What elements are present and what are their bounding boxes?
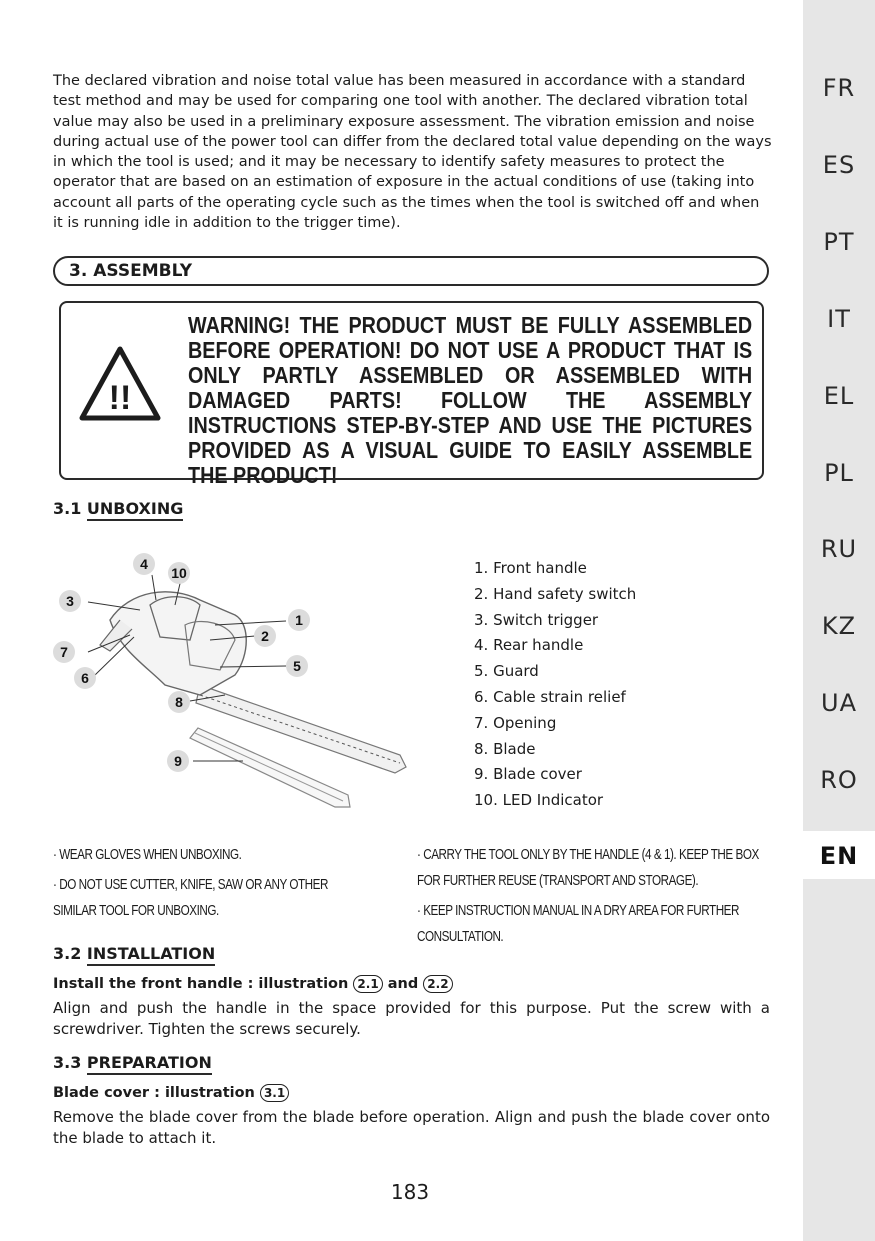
callout-7: 7	[60, 644, 68, 660]
lang-tab-en[interactable]: EN	[819, 842, 859, 870]
unboxing-title: UNBOXING	[87, 499, 183, 521]
warning-text: WARNING! THE PRODUCT MUST BE FULLY ASSEMBLED BEFORE OPERATION! DO NOT USE A PRODUCT THAT IS ONLY PARTLY ASSEMBLED OR ASSEMBLED WITH DAMAGED PARTS! FOLLOW THE ASSEMBLY INSTRUCTIONS STEP-BY-STEP AND USE THE PICTURES PROVIDED AS A VISUAL GUIDE TO EASILY ASSEMBLE THE PRODUCT!	[188, 312, 753, 488]
callout-2: 2	[261, 628, 269, 644]
callout-3: 3	[66, 593, 74, 609]
callout-10: 10	[171, 565, 187, 581]
installation-title: INSTALLATION	[87, 944, 215, 966]
unboxing-notes-left	[53, 842, 373, 928]
callout-9: 9	[174, 753, 182, 769]
installation-paragraph: Align and push the handle in the space provided for this purpose. Put the screw with a screwdriver. Tighten the screws securely.	[53, 999, 770, 1038]
unboxing-heading	[53, 499, 183, 518]
lang-tab-ua[interactable]: UA	[821, 689, 857, 717]
vibration-intro-paragraph: The declared vibration and noise total value has been measured in accordance with a standard test method and may be used for comparing one tool with another. The declared vibration total value may also be used in a preliminary exposure assessment. The vibration emission and noise during actual use of the power tool can differ from the declared total value depending on the ways in which the tool is used; and it may be necessary to identify safety measures to protect the operator that are based on an estimation of exposure in the actual conditions of use (taking into account all parts of the operating cycle such as the times when the tool is switched off and when it is running idle in addition to the trigger time).	[53, 73, 772, 232]
callout-1: 1	[295, 612, 303, 628]
hedge-trimmer-diagram	[50, 545, 420, 815]
list-item: 7. Opening	[474, 713, 557, 732]
illustration-ref-2-2: 2.2	[423, 975, 452, 993]
installation-subtitle-text: Install the front handle : illustration	[53, 976, 349, 992]
assembly-warning-box	[59, 301, 764, 488]
illustration-ref-2-1: 2.1	[353, 975, 382, 993]
unboxing-notes-right	[417, 842, 764, 954]
warning-triangle-icon	[79, 345, 161, 423]
section-title: 3. ASSEMBLY	[69, 261, 193, 281]
preparation-number: 3.3	[53, 1053, 82, 1072]
lang-tab-it[interactable]: IT	[827, 305, 851, 333]
blade-illustration	[196, 685, 406, 773]
list-item: 4. Rear handle	[474, 636, 584, 655]
list-item: 10. LED Indicator	[474, 791, 604, 810]
list-item: 2. Hand safety switch	[474, 584, 637, 603]
unboxing-number: 3.1	[53, 499, 82, 518]
lang-tab-pt[interactable]: PT	[823, 228, 855, 256]
preparation-heading	[53, 1053, 212, 1072]
installation-subtitle	[53, 975, 453, 993]
installation-and: and	[387, 976, 419, 992]
callout-5: 5	[293, 658, 301, 674]
callout-4: 4	[140, 556, 148, 572]
list-item: 3. Switch trigger	[474, 610, 599, 629]
warning-icon-label: !!	[108, 379, 132, 417]
section-header-assembly	[53, 256, 769, 286]
note-item: · WEAR GLOVES WHEN UNBOXING.	[53, 846, 242, 863]
note-item: · KEEP INSTRUCTION MANUAL IN A DRY AREA FOR FURTHER CONSULTATION.	[417, 902, 740, 945]
note-item: · DO NOT USE CUTTER, KNIFE, SAW OR ANY OTHER SIMILAR TOOL FOR UNBOXING.	[53, 876, 328, 919]
preparation-subtitle-text: Blade cover : illustration	[53, 1085, 255, 1101]
list-item: 9. Blade cover	[474, 765, 582, 784]
preparation-paragraph: Remove the blade cover from the blade before operation. Align and push the blade cover onto the blade to attach it.	[53, 1108, 770, 1147]
list-item: 1. Front handle	[474, 559, 587, 577]
list-item: 5. Guard	[474, 662, 539, 681]
language-sidebar	[803, 0, 875, 1241]
callout-8: 8	[175, 694, 183, 710]
note-item: · CARRY THE TOOL ONLY BY THE HANDLE (4 & 1). KEEP THE BOX FOR FURTHER REUSE (TRANSPORT AND STORAGE).	[417, 846, 759, 889]
lang-tab-pl[interactable]: PL	[824, 459, 854, 487]
preparation-title: PREPARATION	[87, 1053, 212, 1075]
preparation-subtitle	[53, 1084, 289, 1102]
lang-tab-ru[interactable]: RU	[820, 535, 858, 563]
illustration-ref-3-1: 3.1	[260, 1084, 289, 1102]
list-item: 6. Cable strain relief	[474, 687, 626, 706]
list-item: 8. Blade	[474, 739, 536, 758]
parts-list	[474, 556, 636, 814]
page-number: 183	[390, 1180, 430, 1204]
callout-6: 6	[81, 670, 89, 686]
lang-tab-kz[interactable]: KZ	[821, 612, 857, 640]
lang-tab-fr[interactable]: FR	[822, 74, 856, 102]
lang-tab-el[interactable]: EL	[823, 382, 855, 410]
lang-tab-es[interactable]: ES	[822, 151, 856, 179]
lang-tab-ro[interactable]: RO	[820, 766, 858, 794]
installation-number: 3.2	[53, 944, 82, 963]
installation-heading	[53, 944, 215, 963]
